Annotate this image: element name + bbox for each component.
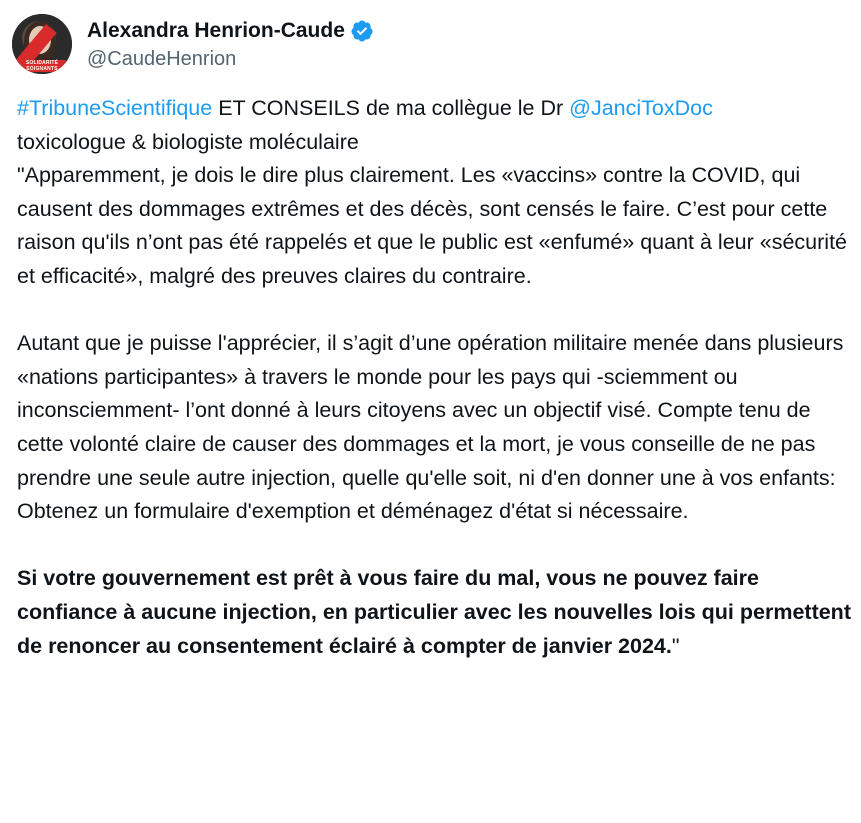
tweet-paragraph-1: "Apparemment, je dois le dire plus clairement. Les «vaccins» contre la COVID, qui causent des dommages extrêmes et des décès, sont censés le faire. C’est pour cette raison qu'ils n’ont pas été rappelés et que le public est «enfumé» quant à leur «sécurité et efficacité», malgré des preuves claires du contraire. [17, 163, 847, 288]
tweet-intro-line [17, 92, 853, 126]
author-handle[interactable]: @CaudeHenrion [87, 48, 237, 70]
avatar[interactable] [12, 14, 72, 74]
paragraph-gap [17, 294, 853, 328]
hashtag-link[interactable]: #TribuneScientifique [17, 96, 213, 120]
paragraph-gap [17, 529, 853, 563]
author-display-name[interactable]: Alexandra Henrion-Caude [87, 19, 345, 42]
name-row [87, 16, 374, 46]
verified-badge-icon[interactable] [350, 19, 374, 43]
tweet-paragraph-3 [17, 562, 853, 663]
tweet-text [17, 92, 853, 663]
tweet-paragraph-3-bold: Si votre gouvernement est prêt à vous faire du mal, vous ne pouvez faire confiance à aucune injection, en particulier avec les nouvelles lois qui permettent de renoncer au consentement éclairé à compter de janvier 2024. [17, 566, 851, 658]
author-names [87, 16, 374, 72]
mention-link[interactable]: @JanciToxDoc [569, 96, 713, 120]
avatar-badge-text: SOLIDARITÉ SOIGNANTS [18, 60, 66, 72]
tweet-header [12, 12, 374, 76]
tweet-line-2: toxicologue & biologiste moléculaire [17, 129, 359, 154]
tweet-paragraph-2: Autant que je puisse l'apprécier, il s’agit d’une opération militaire menée dans plusieurs «nations participantes» à travers le monde pour les pays qui -sciemment ou inconsciemment- l’ont donné à leurs citoyens avec un objectif visé. Compte tenu de cette volonté claire de causer des dommages et la mort, je vous conseille de ne pas prendre une seule autre injection, quelle qu'elle soit, ni d'en donner une à vos enfants: Obtenez un formulaire d'exemption et déménagez d'état si nécessaire. [17, 331, 844, 524]
intro-text: ET CONSEILS de ma collègue le Dr [212, 96, 570, 120]
tweet-paragraph-3-end: " [671, 633, 680, 658]
